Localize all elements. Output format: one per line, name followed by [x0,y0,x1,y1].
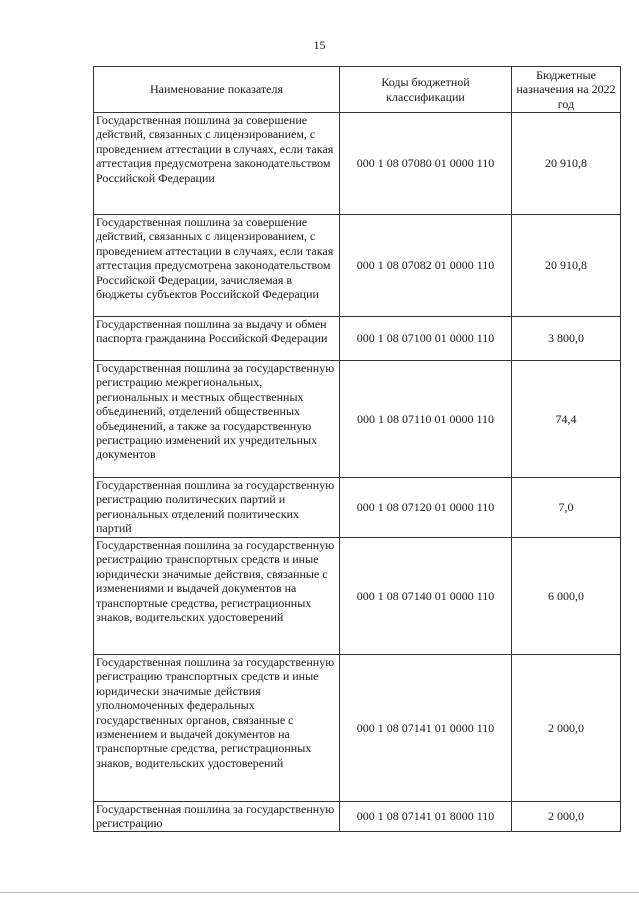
row-name: Государственная пошлина за совершение действий, связанных с лицензированием, с проведением аттестации в случаях, если такая аттестация предусмотрена законодательством Российской Федерации, зачисляемая в бюджеты субъектов Российской Федерации [94,215,340,317]
budget-table [93,66,621,832]
header-code: Коды бюджетной классификации [340,67,512,113]
table-row [94,361,621,478]
table-row [94,215,621,317]
row-amount: 74,4 [512,361,621,478]
row-amount: 2 000,0 [512,655,621,802]
header-amount: Бюджетные назначения на 2022 год [512,67,621,113]
row-amount: 6 000,0 [512,538,621,655]
table-row [94,802,621,832]
row-name: Государственная пошлина за совершение действий, связанных с лицензированием, с проведением аттестации в случаях, если такая аттестация предусмотрена законодательством Российской Федерации [94,113,340,215]
row-code: 000 1 08 07141 01 8000 110 [340,802,512,832]
row-name: Государственная пошлина за выдачу и обмен паспорта гражданина Российской Федерации [94,317,340,361]
row-amount: 20 910,8 [512,113,621,215]
page-number: 15 [313,38,326,52]
row-code: 000 1 08 07082 01 0000 110 [340,215,512,317]
row-amount: 3 800,0 [512,317,621,361]
row-name: Государственная пошлина за государственную регистрацию политических партий и региональных отделений политических партий [94,478,340,538]
table-row [94,655,621,802]
table-row [94,113,621,215]
row-code: 000 1 08 07140 01 0000 110 [340,538,512,655]
header-name: Наименование показателя [94,67,340,113]
table-row [94,478,621,538]
row-name: Государственная пошлина за государственную регистрацию транспортных средств и иные юридически значимые действия уполномоченных федеральных государственных органов, связанные с изменением и выдачей документов на транспортные средства, регистрационных знаков, водительских удостоверений [94,655,340,802]
row-amount: 2 000,0 [512,802,621,832]
page-bottom-divider [0,892,639,893]
row-name: Государственная пошлина за государственную регистрацию межрегиональных, региональных и местных общественных объединений, отделений общественных объединений, а также за государственную регистрацию изменений их учредительных документов [94,361,340,478]
row-name: Государственная пошлина за государственную регистрацию транспортных средств и иные юридически значимые действия, связанные с изменениями и выдачей документов на транспортные средства, регистрационных знаков, водительских удостоверений [94,538,340,655]
row-amount: 20 910,8 [512,215,621,317]
row-code: 000 1 08 07110 01 0000 110 [340,361,512,478]
row-code: 000 1 08 07080 01 0000 110 [340,113,512,215]
row-name: Государственная пошлина за государственную регистрацию [94,802,340,832]
row-code: 000 1 08 07100 01 0000 110 [340,317,512,361]
row-code: 000 1 08 07120 01 0000 110 [340,478,512,538]
table-header-row [94,67,621,113]
row-amount: 7,0 [512,478,621,538]
row-code: 000 1 08 07141 01 0000 110 [340,655,512,802]
table-row [94,538,621,655]
table-row [94,317,621,361]
